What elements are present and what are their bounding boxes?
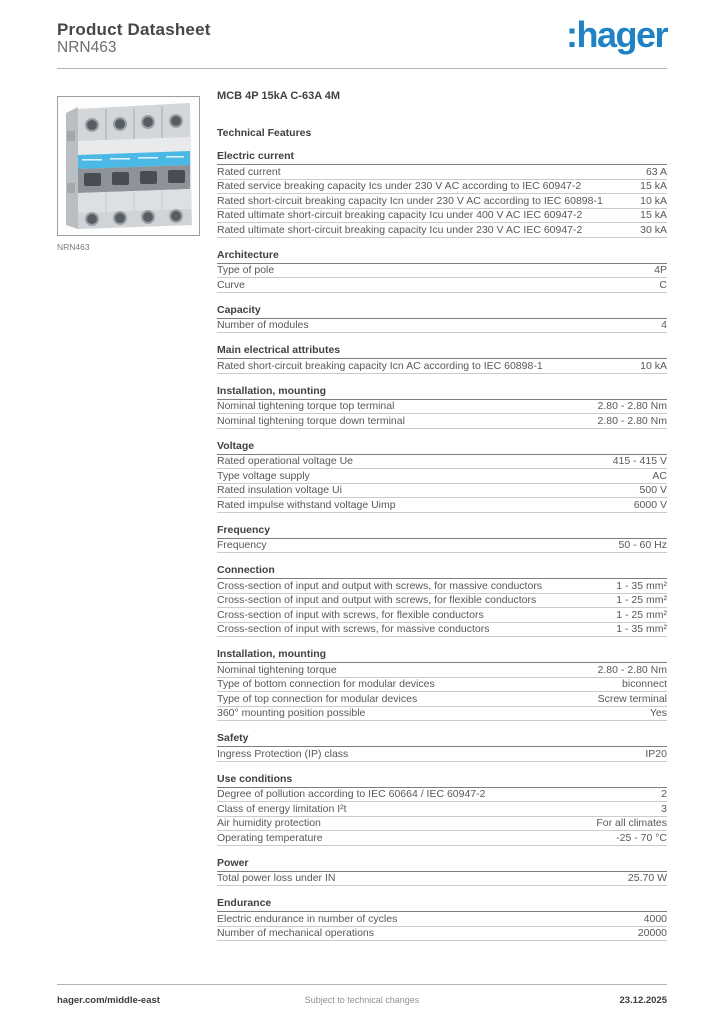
page-title: Product Datasheet xyxy=(57,20,211,39)
product-image-column xyxy=(57,96,200,252)
spec-label: Rated operational voltage Ue xyxy=(217,455,354,467)
spec-row xyxy=(217,831,667,846)
spec-row xyxy=(217,359,667,374)
spec-label: Number of mechanical operations xyxy=(217,927,374,939)
specs-column xyxy=(217,90,667,953)
spec-row xyxy=(217,194,667,209)
spec-value: 415 - 415 V xyxy=(612,455,667,467)
spec-value: 50 - 60 Hz xyxy=(618,539,667,551)
spec-label: Rated insulation voltage Ui xyxy=(217,484,342,496)
spec-section-name: Voltage xyxy=(217,441,667,455)
spec-label: Rated impulse withstand voltage Uimp xyxy=(217,498,396,511)
spec-row xyxy=(217,400,667,415)
spec-row xyxy=(217,872,667,887)
spec-row xyxy=(217,678,667,693)
spec-value: 500 V xyxy=(639,484,667,496)
spec-row xyxy=(217,623,667,638)
spec-label: Rated ultimate short-circuit breaking capacity Icu under 400 V AC IEC 60947-2 xyxy=(217,209,583,221)
page-header xyxy=(57,14,667,57)
spec-section-name: Capacity xyxy=(217,305,667,319)
spec-section-name: Power xyxy=(217,858,667,872)
spec-section-name: Main electrical attributes xyxy=(217,345,667,359)
mcb-product-illustration xyxy=(58,97,199,235)
spec-value: Yes xyxy=(649,707,667,719)
spec-value: 3 xyxy=(661,802,667,815)
spec-value: 2.80 - 2.80 Nm xyxy=(597,414,667,427)
spec-section-name: Endurance xyxy=(217,898,667,912)
spec-section-name: Architecture xyxy=(217,250,667,264)
spec-label: 360° mounting position possible xyxy=(217,707,366,719)
spec-label: Rated short-circuit breaking capacity Icn under 230 V AC according to IEC 60898-1 xyxy=(217,194,603,207)
product-image xyxy=(57,96,200,236)
spec-section xyxy=(217,898,667,941)
spec-label: Number of modules xyxy=(217,319,309,331)
spec-value: 4P xyxy=(654,264,667,276)
hager-logo: :hager xyxy=(565,14,667,55)
spec-value: 2.80 - 2.80 Nm xyxy=(597,400,667,412)
spec-value: 25.70 W xyxy=(627,872,667,884)
spec-label: Nominal tightening torque xyxy=(217,663,337,676)
spec-section-name: Electric current xyxy=(217,151,667,165)
spec-value: biconnect xyxy=(622,678,667,690)
spec-row xyxy=(217,817,667,832)
spec-value: AC xyxy=(652,469,667,482)
spec-value: 2.80 - 2.80 Nm xyxy=(597,663,667,676)
spec-label: Ingress Protection (IP) class xyxy=(217,747,349,760)
spec-value: Screw terminal xyxy=(597,692,667,705)
spec-section xyxy=(217,525,667,554)
spec-rows xyxy=(217,165,667,238)
spec-row xyxy=(217,912,667,927)
spec-row xyxy=(217,455,667,470)
spec-value: 63 A xyxy=(645,165,667,178)
spec-rows xyxy=(217,400,667,429)
spec-row xyxy=(217,264,667,279)
spec-value: 1 - 35 mm² xyxy=(616,579,667,592)
spec-value: For all climates xyxy=(596,817,667,829)
spec-section xyxy=(217,858,667,887)
spec-row xyxy=(217,278,667,293)
spec-label: Rated service breaking capacity Ics under 230 V AC according to IEC 60947-2 xyxy=(217,180,582,192)
spec-row xyxy=(217,594,667,609)
spec-label: Rated short-circuit breaking capacity Icn AC according to IEC 60898-1 xyxy=(217,359,543,372)
spec-row xyxy=(217,663,667,678)
spec-sections xyxy=(217,151,667,941)
spec-label: Degree of pollution according to IEC 60664 / IEC 60947-2 xyxy=(217,788,486,800)
spec-label: Cross-section of input and output with screws, for massive conductors xyxy=(217,579,543,592)
spec-label: Cross-section of input and output with screws, for flexible conductors xyxy=(217,594,537,606)
header-divider xyxy=(57,68,667,69)
spec-value: -25 - 70 °C xyxy=(616,831,667,844)
spec-value: C xyxy=(659,278,667,291)
spec-label: Type of pole xyxy=(217,264,275,276)
spec-value: 10 kA xyxy=(640,194,667,207)
spec-value: 4 xyxy=(661,319,667,331)
spec-rows xyxy=(217,455,667,513)
spec-label: Electric endurance in number of cycles xyxy=(217,912,398,925)
spec-rows xyxy=(217,872,667,887)
spec-row xyxy=(217,484,667,499)
spec-label: Frequency xyxy=(217,539,267,551)
footer-disclaimer: Subject to technical changes xyxy=(304,995,420,1005)
spec-row xyxy=(217,788,667,803)
spec-value: 20000 xyxy=(637,927,667,939)
spec-row xyxy=(217,414,667,429)
spec-row xyxy=(217,692,667,707)
footer-website-link[interactable]: hager.com/middle-east xyxy=(57,995,160,1006)
spec-value: 2 xyxy=(661,788,667,800)
spec-label: Rated current xyxy=(217,165,281,178)
page-footer xyxy=(57,984,667,1006)
spec-section-name: Connection xyxy=(217,565,667,579)
spec-label: Type voltage supply xyxy=(217,469,310,482)
spec-row xyxy=(217,469,667,484)
spec-section xyxy=(217,386,667,429)
spec-row xyxy=(217,209,667,224)
spec-row xyxy=(217,707,667,722)
spec-row xyxy=(217,319,667,334)
spec-section-name: Frequency xyxy=(217,525,667,539)
spec-label: Cross-section of input with screws, for massive conductors xyxy=(217,623,490,635)
spec-rows xyxy=(217,579,667,637)
spec-label: Total power loss under IN xyxy=(217,872,336,884)
spec-row xyxy=(217,579,667,594)
spec-section-name: Installation, mounting xyxy=(217,386,667,400)
spec-label: Rated ultimate short-circuit breaking capacity Icu under 230 V AC IEC 60947-2 xyxy=(217,223,583,236)
spec-section-name: Installation, mounting xyxy=(217,649,667,663)
spec-section xyxy=(217,345,667,374)
spec-rows xyxy=(217,319,667,334)
spec-row xyxy=(217,223,667,238)
spec-label: Type of top connection for modular devices xyxy=(217,692,418,705)
spec-rows xyxy=(217,912,667,941)
spec-value: 15 kA xyxy=(640,180,667,192)
spec-row xyxy=(217,747,667,762)
spec-section xyxy=(217,151,667,238)
spec-value: 6000 V xyxy=(633,498,667,511)
spec-rows xyxy=(217,539,667,554)
spec-rows xyxy=(217,663,667,721)
spec-row xyxy=(217,539,667,554)
spec-section xyxy=(217,774,667,846)
spec-rows xyxy=(217,747,667,762)
spec-section xyxy=(217,733,667,762)
spec-rows xyxy=(217,359,667,374)
spec-label: Air humidity protection xyxy=(217,817,321,829)
spec-section-name: Safety xyxy=(217,733,667,747)
spec-rows xyxy=(217,264,667,293)
spec-row xyxy=(217,927,667,942)
spec-section xyxy=(217,565,667,637)
product-reference: NRN463 xyxy=(57,39,117,56)
spec-section xyxy=(217,649,667,721)
spec-section xyxy=(217,441,667,513)
spec-section xyxy=(217,250,667,293)
spec-value: 1 - 35 mm² xyxy=(616,623,667,635)
spec-label: Class of energy limitation I²t xyxy=(217,802,347,815)
spec-section-name: Use conditions xyxy=(217,774,667,788)
product-image-caption: NRN463 xyxy=(57,242,90,252)
spec-label: Cross-section of input with screws, for flexible conductors xyxy=(217,608,484,621)
spec-row xyxy=(217,165,667,180)
spec-value: 30 kA xyxy=(640,223,667,236)
spec-value: 1 - 25 mm² xyxy=(616,594,667,606)
spec-value: 4000 xyxy=(643,912,667,925)
footer-date: 23.12.2025 xyxy=(619,995,667,1006)
technical-features-heading: Technical Features xyxy=(217,127,312,139)
product-designation: MCB 4P 15kA C-63A 4M xyxy=(217,90,341,102)
spec-rows xyxy=(217,788,667,846)
spec-label: Curve xyxy=(217,278,246,291)
spec-value: 1 - 25 mm² xyxy=(616,608,667,621)
spec-label: Nominal tightening torque down terminal xyxy=(217,414,405,427)
spec-row xyxy=(217,802,667,817)
spec-section xyxy=(217,305,667,334)
spec-value: 10 kA xyxy=(640,359,667,372)
spec-value: 15 kA xyxy=(640,209,667,221)
spec-value: IP20 xyxy=(645,747,667,760)
spec-label: Type of bottom connection for modular devices xyxy=(217,678,435,690)
spec-row xyxy=(217,498,667,513)
spec-row xyxy=(217,180,667,195)
spec-row xyxy=(217,608,667,623)
spec-label: Operating temperature xyxy=(217,831,323,844)
spec-label: Nominal tightening torque top terminal xyxy=(217,400,395,412)
